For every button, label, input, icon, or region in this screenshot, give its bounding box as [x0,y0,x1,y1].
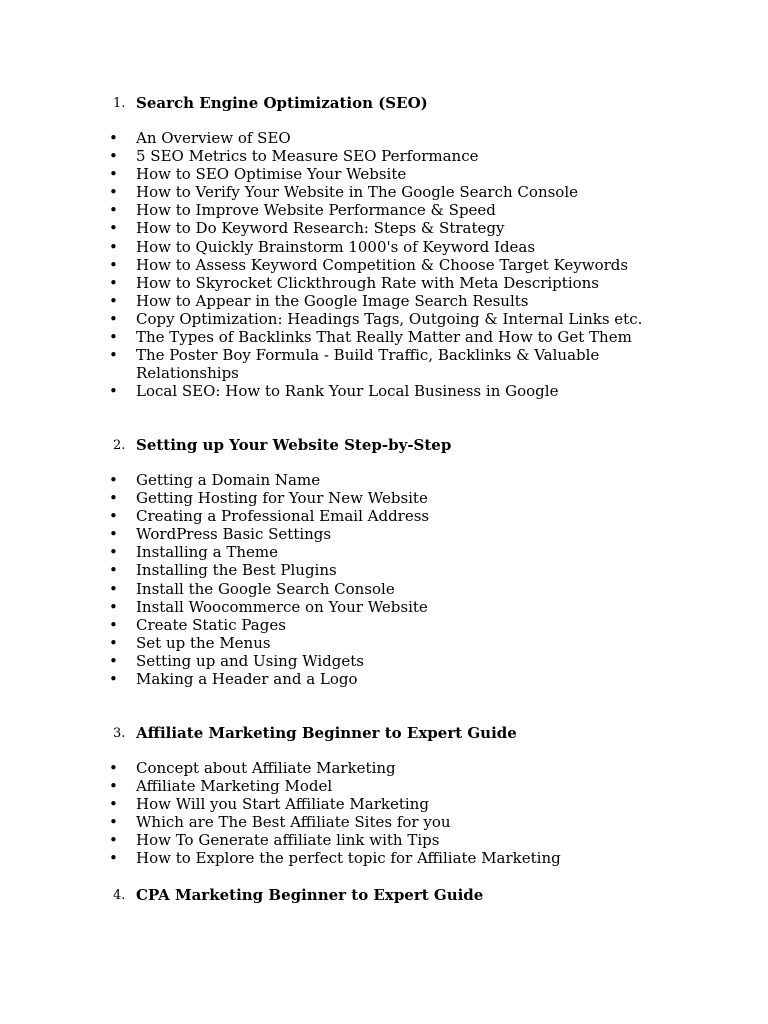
list-item: • How to Appear in the Google Image Search Results [109,291,529,310]
section-3-list [0,759,768,868]
bullet: • [109,273,118,292]
bullet: • [109,543,118,562]
section-4-number: 4. [113,888,126,903]
bullet: • [109,382,118,401]
list-item: • Install the Google Search Console [109,579,395,598]
list-item: • How Will you Start Affiliate Marketing [109,795,429,814]
bullet: • [109,291,118,310]
bullet: • [109,255,118,274]
list-item: • How To Generate affiliate link with Tips [109,831,440,850]
section-3-heading [0,723,768,743]
list-item: • The Poster Boy Formula - Build Traffic, Backlinks & Valuable Relationships [109,346,600,383]
bullet: • [109,309,118,328]
list-item: • How to Quickly Brainstorm 1000's of Keyword Ideas [109,237,536,256]
section-4-heading [0,885,768,905]
list-item: • Getting Hosting for Your New Website [109,489,428,508]
section-2-heading [0,435,768,455]
section-2-list [0,471,768,688]
bullet: • [109,670,118,689]
list-item: • Copy Optimization: Headings Tags, Outgoing & Internal Links etc. [109,309,643,328]
bullet: • [109,651,118,670]
bullet: • [109,165,118,184]
list-item: • Affiliate Marketing Model [109,777,333,796]
section-4-title: CPA Marketing Beginner to Expert Guide [136,886,484,904]
list-item: • How to Do Keyword Research: Steps & Strategy [109,219,505,238]
bullet: • [109,346,118,365]
list-item: • Creating a Professional Email Address [109,507,430,526]
list-item: • Concept about Affiliate Marketing [109,759,396,777]
bullet: • [109,219,118,238]
bullet: • [109,201,118,220]
section-3-title: Affiliate Marketing Beginner to Expert Guide [136,724,517,742]
bullet: • [109,129,118,147]
section-1-heading [0,93,768,113]
bullet: • [109,507,118,526]
bullet: • [109,633,118,652]
bullet: • [109,831,118,850]
list-item: • Local SEO: How to Rank Your Local Business in Google [109,382,559,401]
bullet: • [109,525,118,544]
list-item: • Installing a Theme [109,543,279,562]
bullet: • [109,777,118,796]
bullet: • [109,579,118,598]
section-3-number: 3. [113,726,126,741]
list-item: • Which are The Best Affiliate Sites for you [109,813,451,832]
list-item: • How to SEO Optimise Your Website [109,165,407,184]
section-1-title: Search Engine Optimization (SEO) [136,94,428,112]
list-item: • The Types of Backlinks That Really Matter and How to Get Them [109,328,632,347]
bullet: • [109,597,118,616]
bullet: • [109,237,118,256]
bullet: • [109,489,118,508]
list-item: • Getting a Domain Name [109,471,321,489]
section-1-list [0,129,768,400]
list-item: • An Overview of SEO [109,129,291,147]
list-item: • WordPress Basic Settings [109,525,332,544]
list-item: • Making a Header and a Logo [109,670,358,689]
section-1-number: 1. [113,96,126,111]
list-item: • Setting up and Using Widgets [109,651,364,670]
section-2-title: Setting up Your Website Step-by-Step [136,436,452,454]
bullet: • [109,795,118,814]
list-item: • How to Explore the perfect topic for Affiliate Marketing [109,849,561,868]
bullet: • [109,615,118,634]
bullet: • [109,561,118,580]
bullet: • [109,147,118,166]
bullet: • [109,849,118,868]
section-2-number: 2. [113,438,126,453]
bullet: • [109,813,118,832]
bullet: • [109,328,118,347]
list-item: • How to Improve Website Performance & Speed [109,201,496,220]
bullet: • [109,759,118,777]
list-item: • 5 SEO Metrics to Measure SEO Performance [109,147,479,166]
list-item: • Create Static Pages [109,615,286,634]
list-item: • How to Assess Keyword Competition & Choose Target Keywords [109,255,629,274]
list-item: • How to Verify Your Website in The Google Search Console [109,183,579,202]
list-item: • How to Skyrocket Clickthrough Rate with Meta Descriptions [109,273,600,292]
list-item: • Set up the Menus [109,633,271,652]
bullet: • [109,471,118,489]
bullet: • [109,183,118,202]
list-item: • Install Woocommerce on Your Website [109,597,428,616]
list-item: • Installing the Best Plugins [109,561,337,580]
